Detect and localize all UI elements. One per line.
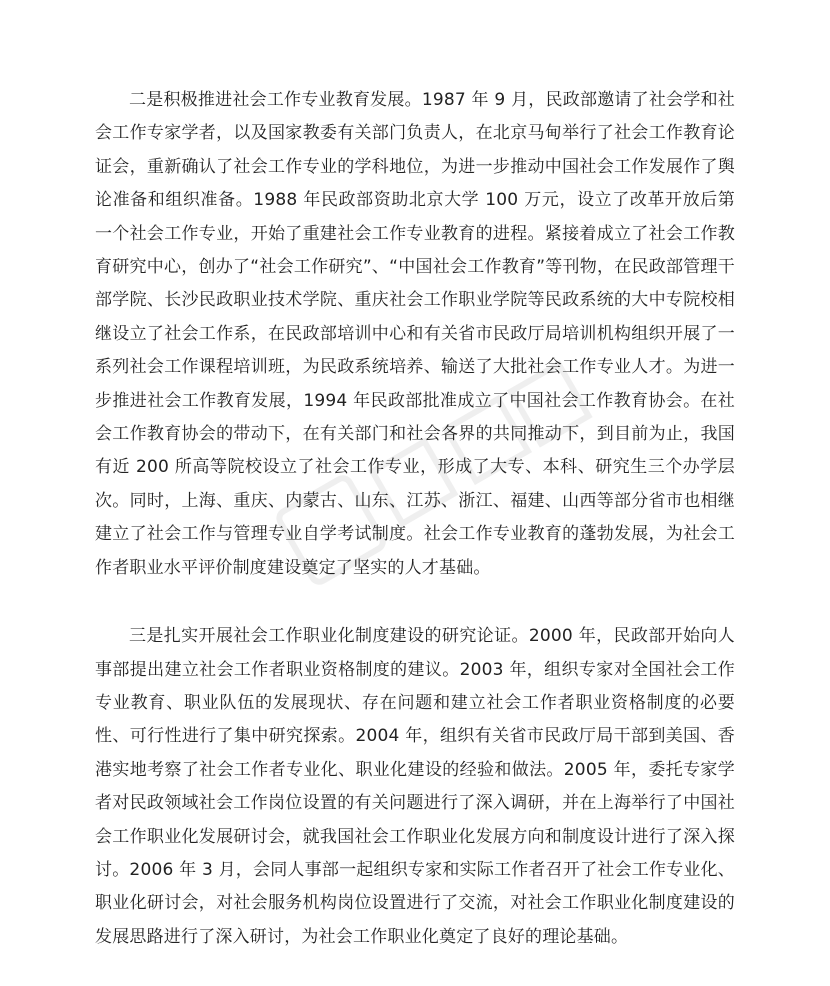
paragraph-education-development: 二是积极推进社会工作专业教育发展。1987 年 9 月，民政部邀请了社会学和社会工作专家学者，以及国家教委有关部门负责人，在北京马甸举行了社会工作教育论证会，重新确认了社会工作专业的学科地位，为进一步推动中国社会工作发展作了舆论准备和组织准备。1988 年民政部资助北京大学 100 万元，设立了改革开放后第一个社会工作专业，开始了重建社会工作专业教育的进程。紧接着成立了社会工作教育研究中心，创办了“社会工作研究”、“中国社会工作教育”等刊物，在民政部管理干部学院、长沙民政职业技术学院、重庆社会工作职业学院等民政系统的大中专院校相继设立了社会工作系，在民政部培训中心和有关省市民政厅局培训机构组织开展了一系列社会工作课程培训班，为民政系统培养、输送了大批社会工作专业人才。为进一步推进社会工作教育发展，1994 年民政部批准成立了中国社会工作教育协会。在社会工作教育协会的带动下，在有关部门和社会各界的共同推动下，到目前为止，我国有近 200 所高等院校设立了社会工作专业，形成了大专、本科、研究生三个办学层次。同时，上海、重庆、内蒙古、山东、江苏、浙江、福建、山西等部分省市也相继建立了社会工作与管理专业自学考试制度。社会工作专业教育的蓬勃发展，为社会工作者职业水平评价制度建设奠定了坚实的人才基础。 [95,90,735,578]
paragraph-professionalization-research: 三是扎实开展社会工作职业化制度建设的研究论证。2000 年，民政部开始向人事部提出建立社会工作者职业资格制度的建议。2003 年，组织专家对全国社会工作专业教育、职业队伍的发展现状、存在问题和建立社会工作者职业资格制度的必要性、可行性进行了集中研究探索。2004 年，组织有关省市民政厅局干部到美国、香港实地考察了社会工作者专业化、职业化建设的经验和做法。2005 年，委托专家学者对民政领域社会工作岗位设置的有关问题进行了深入调研，并在上海举行了中国社会工作职业化发展研讨会，就我国社会工作职业化发展方向和制度设计进行了深入探讨。2006 年 3 月，会同人事部一起组织专家和实际工作者召开了社会工作专业化、职业化研讨会，对社会服务机构岗位设置进行了交流，对社会工作职业化制度建设的发展思路进行了深入研讨，为社会工作职业化奠定了良好的理论基础。 [95,626,735,947]
document-page [95,84,735,954]
